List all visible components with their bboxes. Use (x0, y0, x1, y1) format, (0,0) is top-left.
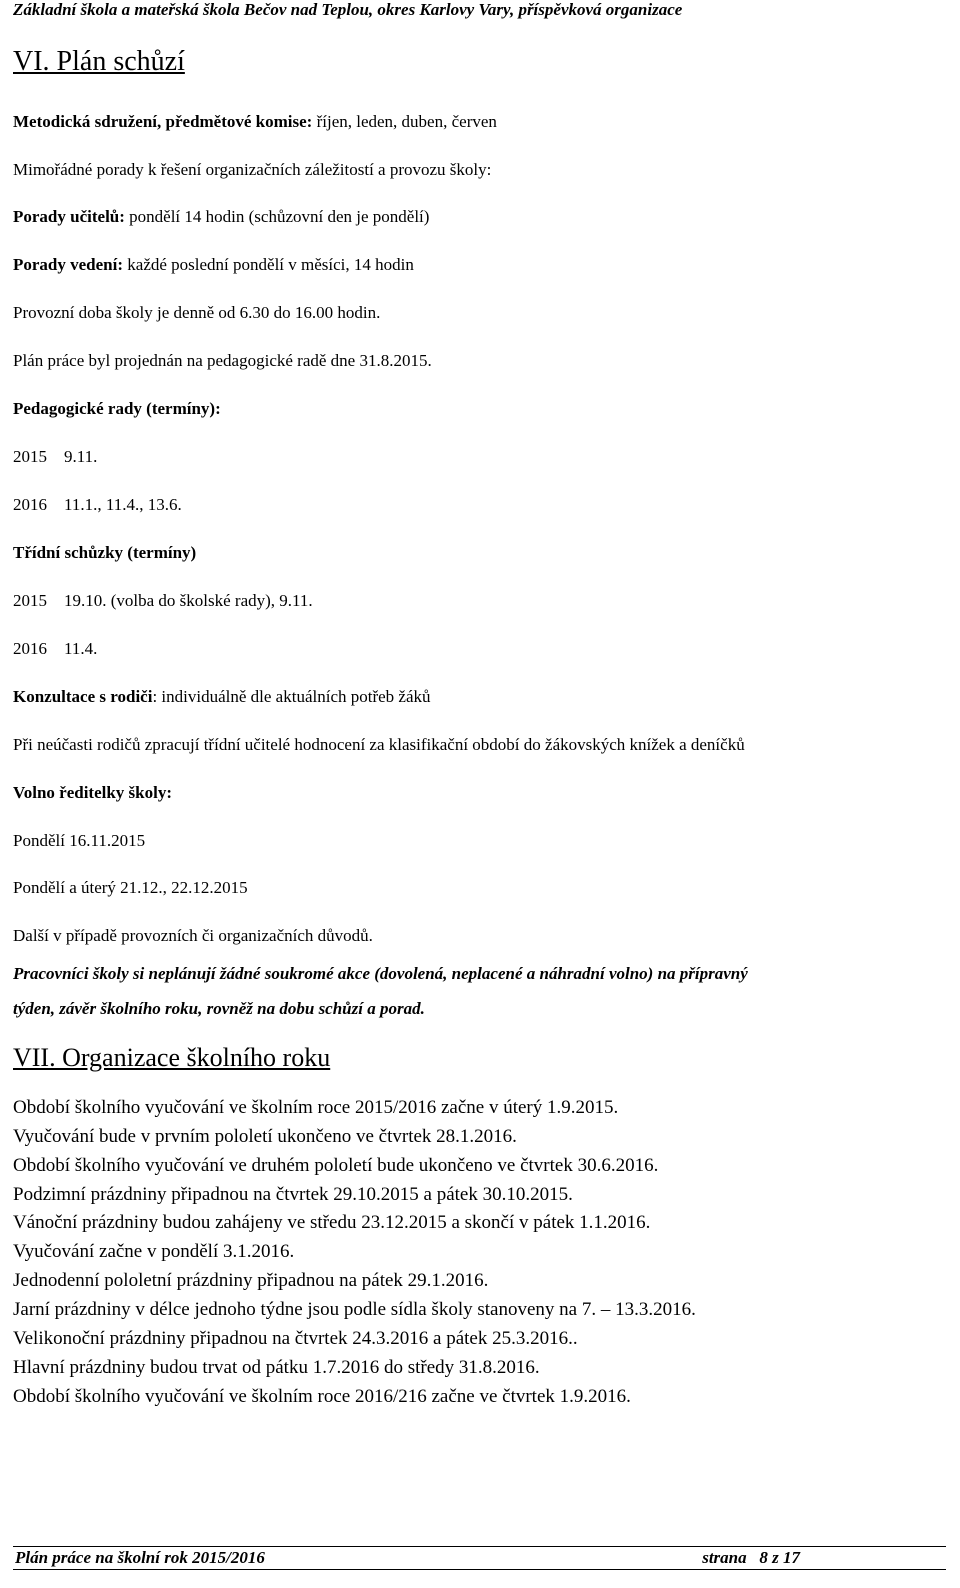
plan-prace-projednan: Plán práce byl projednán na pedagogické radě dne 31.8.2015. (13, 351, 432, 370)
pedagogicke-rady-title: Pedagogické rady (termíny): (13, 399, 221, 418)
metodicka-value: říjen, leden, duben, červen (312, 112, 497, 131)
organizace-item: Vyučování začne v pondělí 3.1.2016. (13, 1241, 295, 1262)
metodicka-label: Metodická sdružení, předmětové komise: (13, 112, 313, 131)
organizace-item: Podzimní prázdniny připadnou na čtvrtek 29.10.2015 a pátek 30.10.2015. (13, 1184, 573, 1205)
porady-vedeni-label: Porady vedení: (13, 255, 124, 274)
tridni-schuzky-2016: 2016 11.4. (13, 639, 98, 658)
porady-vedeni-line (13, 255, 414, 275)
konzultace-line (13, 687, 431, 707)
organizace-item: Vyučování bude v prvním pololetí ukončeno ve čtvrtek 28.1.2016. (13, 1126, 517, 1147)
konzultace-label: Konzultace s rodiči (13, 687, 153, 706)
pedagogicke-rady-2016: 2016 11.1., 11.4., 13.6. (13, 495, 182, 514)
porady-ucitelu-line (13, 207, 429, 227)
volno-item-2: Pondělí a úterý 21.12., 22.12.2015 (13, 878, 248, 897)
organizace-item: Období školního vyučování ve druhém pololetí bude ukončeno ve čtvrtek 30.6.2016. (13, 1155, 659, 1176)
metodicka-line (13, 112, 497, 132)
volno-title: Volno ředitelky školy: (13, 783, 173, 802)
dalsi-duvody: Další v případě provozních či organizačních důvodů. (13, 926, 373, 945)
footer-page-number: strana 8 z 17 (702, 1548, 800, 1567)
page-footer (13, 1546, 946, 1570)
konzultace-value: : individuálně dle aktuálních potřeb žáků (152, 687, 431, 706)
section-title-vi: VI. Plán schůzí (13, 46, 185, 77)
organizace-item: Jarní prázdniny v délce jednoho týdne jsou podle sídla školy stanoveny na 7. – 13.3.2016. (13, 1299, 696, 1320)
organizace-item: Období školního vyučování ve školním roce 2016/216 začne ve čtvrtek 1.9.2016. (13, 1386, 631, 1407)
organizace-item: Jednodenní pololetní prázdniny připadnou na pátek 29.1.2016. (13, 1270, 489, 1291)
organizace-item: Hlavní prázdniny budou trvat od pátku 1.7.2016 do středy 31.8.2016. (13, 1357, 540, 1378)
tridni-schuzky-2015: 2015 19.10. (volba do školské rady), 9.11. (13, 591, 313, 610)
pracovnici-line-1: Pracovníci školy si neplánují žádné soukromé akce (dovolená, neplacené a náhradní volno) na přípravný (13, 964, 748, 983)
porady-vedeni-value: každé poslední pondělí v měsíci, 14 hodin (123, 255, 414, 274)
footer-title: Plán práce na školní rok 2015/2016 (15, 1548, 265, 1567)
tridni-schuzky-title: Třídní schůzky (termíny) (13, 543, 197, 562)
organizace-item: Vánoční prázdniny budou zahájeny ve středu 23.12.2015 a skončí v pátek 1.1.2016. (13, 1212, 651, 1233)
provozni-doba: Provozní doba školy je denně od 6.30 do 16.00 hodin. (13, 303, 381, 322)
organizace-item: Velikonoční prázdniny připadnou na čtvrtek 24.3.2016 a pátek 25.3.2016.. (13, 1328, 578, 1349)
pedagogicke-rady-2015: 2015 9.11. (13, 447, 98, 466)
pracovnici-line-2: týden, závěr školního roku, rovněž na dobu schůzí a porad. (13, 999, 425, 1018)
neucast-rodicu: Při neúčasti rodičů zpracují třídní učitelé hodnocení za klasifikační období do žákovských knížek a deníčků (13, 735, 745, 754)
organizace-item: Období školního vyučování ve školním roce 2015/2016 začne v úterý 1.9.2015. (13, 1097, 619, 1118)
section-title-vii: VII. Organizace školního roku (13, 1043, 331, 1072)
mimoradne-porady: Mimořádné porady k řešení organizačních záležitostí a provozu školy: (13, 160, 492, 179)
volno-item-1: Pondělí 16.11.2015 (13, 831, 146, 850)
page-header: Základní škola a mateřská škola Bečov nad Teplou, okres Karlovy Vary, příspěvková organizace (13, 0, 683, 19)
porady-ucitelu-value: pondělí 14 hodin (schůzovní den je pondělí) (124, 207, 430, 226)
porady-ucitelu-label: Porady učitelů: (13, 207, 125, 226)
